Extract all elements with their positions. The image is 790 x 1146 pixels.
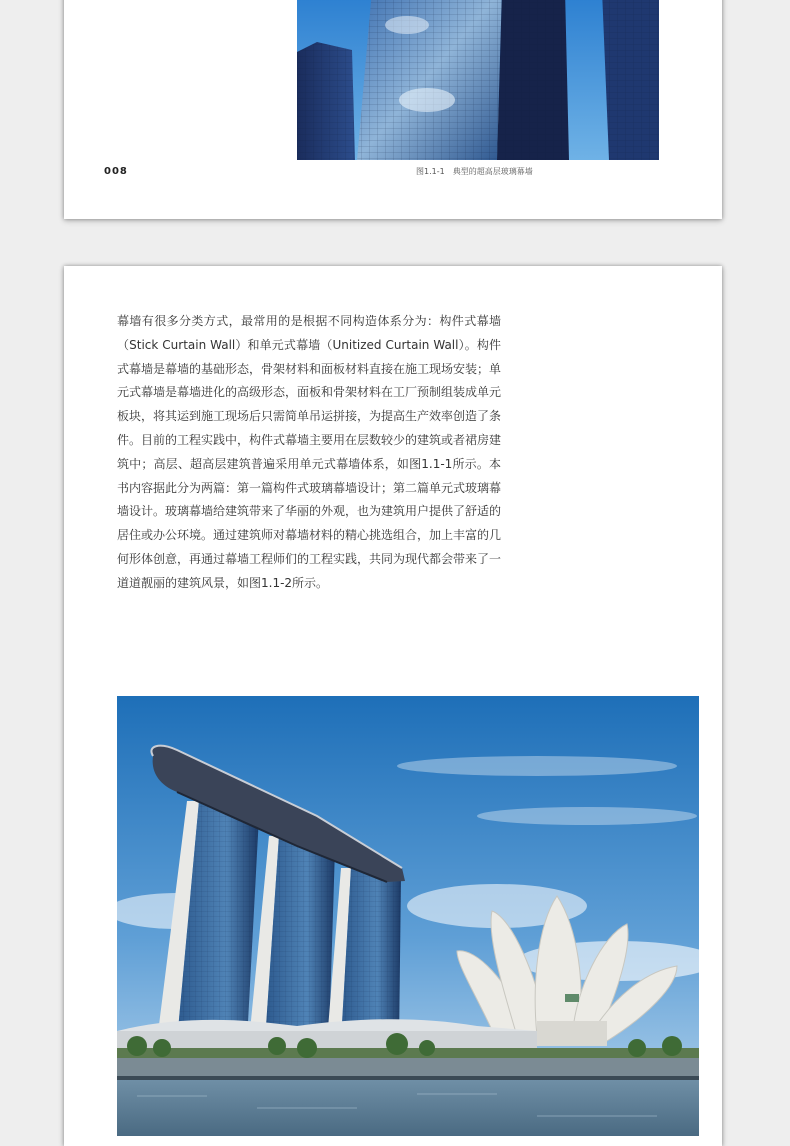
book-page-top	[64, 0, 722, 219]
skyscraper-glass-curtain-wall-photo	[297, 0, 659, 160]
figure-caption: 图1.1-1 典型的超高层玻璃幕墙	[416, 167, 533, 176]
book-page-bottom	[64, 266, 722, 1146]
marina-bay-sands-photo	[117, 696, 699, 1136]
body-paragraph: 幕墙有很多分类方式，最常用的是根据不同构造体系分为：构件式幕墙（Stick Curtain Wall）和单元式幕墙（Unitized Curtain Wall）。构件式幕墙是幕墙的基础形态，骨架材料和面板材料直接在施工现场安装；单元式幕墙是幕墙进化的高级形态，面板和骨架材料在工厂预制组装成单元板块，将其运到施工现场后只需简单吊运拼接，为提高生产效率创造了条件。目前的工程实践中，构件式幕墙主要用在层数较少的建筑或者裙房建筑中；高层、超高层建筑普遍采用单元式幕墙体系，如图1.1-1所示。本书内容据此分为两篇：第一篇构件式玻璃幕墙设计；第二篇单元式玻璃幕墙设计。玻璃幕墙给建筑带来了华丽的外观，也为建筑用户提供了舒适的居住或办公环境。通过建筑师对幕墙材料的精心挑选组合，加上丰富的几何形体创意，再通过幕墙工程师们的工程实践，共同为现代都会带来了一道道靓丽的建筑风景，如图1.1-2所示。	[117, 314, 502, 590]
page-number: 008	[104, 166, 128, 177]
